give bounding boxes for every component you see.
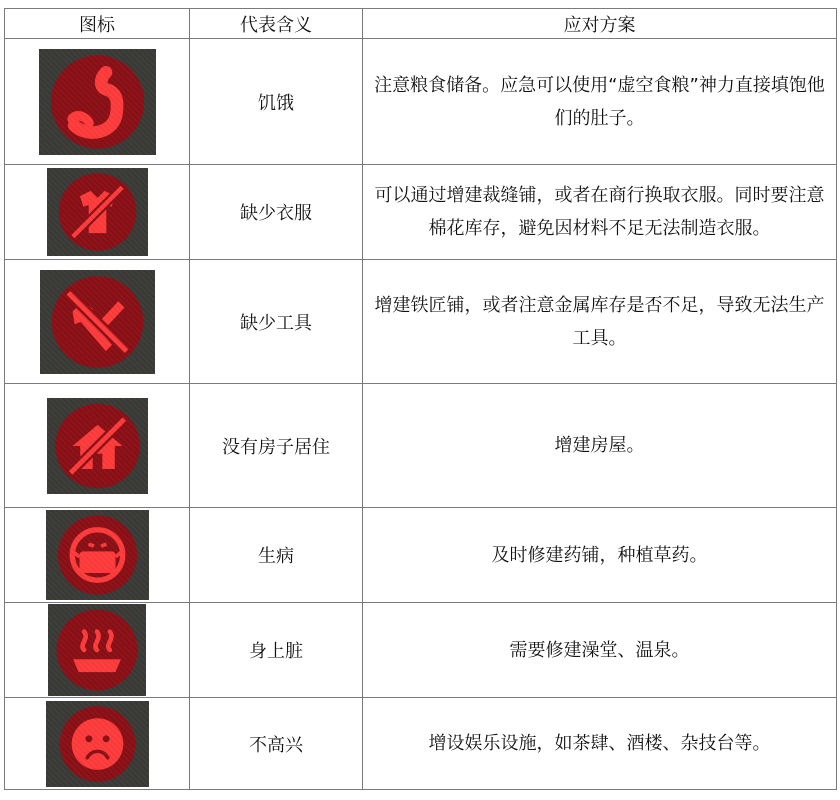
- icon-cell: [5, 508, 190, 603]
- solution-cell: 增设娱乐设施，如茶肆、酒楼、杂技台等。: [363, 698, 837, 790]
- solution-cell: 需要修建澡堂、温泉。: [363, 603, 837, 698]
- table-row: [5, 165, 837, 260]
- meaning-cell: 生病: [190, 508, 363, 603]
- table-row: [5, 384, 837, 508]
- table-row: [5, 508, 837, 603]
- dirty-bath-icon: [48, 604, 146, 696]
- meaning-cell: 饥饿: [190, 39, 363, 165]
- header-row: [5, 9, 837, 39]
- header-meaning: 代表含义: [190, 9, 363, 39]
- icon-cell: [5, 603, 190, 698]
- meaning-cell: 缺少工具: [190, 260, 363, 384]
- sad-face-icon: [46, 701, 149, 787]
- table-row: [5, 39, 837, 165]
- icon-cell: [5, 260, 190, 384]
- icon-cell: [5, 165, 190, 260]
- header-icon: 图标: [5, 9, 190, 39]
- meaning-cell: 缺少衣服: [190, 165, 363, 260]
- solution-cell: 增建铁匠铺，或者注意金属库存是否不足，导致无法生产工具。: [363, 260, 837, 384]
- stomach-icon: [39, 49, 156, 155]
- header-solution: 应对方案: [363, 9, 837, 39]
- solution-cell: 及时修建药铺，种植草药。: [363, 508, 837, 603]
- no-clothes-icon: [47, 168, 148, 256]
- no-house-icon: [47, 398, 148, 494]
- table-row: [5, 260, 837, 384]
- solution-cell: 增建房屋。: [363, 384, 837, 508]
- table-row: [5, 698, 837, 790]
- solution-cell: 可以通过增建裁缝铺，或者在商行换取衣服。同时要注意棉花库存，避免因材料不足无法制造衣服。: [363, 165, 837, 260]
- sick-mask-icon: [46, 510, 149, 600]
- icon-cell: [5, 39, 190, 165]
- icon-cell: [5, 384, 190, 508]
- table-row: [5, 603, 837, 698]
- status-table: [4, 8, 837, 790]
- meaning-cell: 身上脏: [190, 603, 363, 698]
- meaning-cell: 不高兴: [190, 698, 363, 790]
- meaning-cell: 没有房子居住: [190, 384, 363, 508]
- icon-cell: [5, 698, 190, 790]
- no-tools-icon: [40, 270, 155, 374]
- solution-cell: 注意粮食储备。应急可以使用“虚空食粮”神力直接填饱他们的肚子。: [363, 39, 837, 165]
